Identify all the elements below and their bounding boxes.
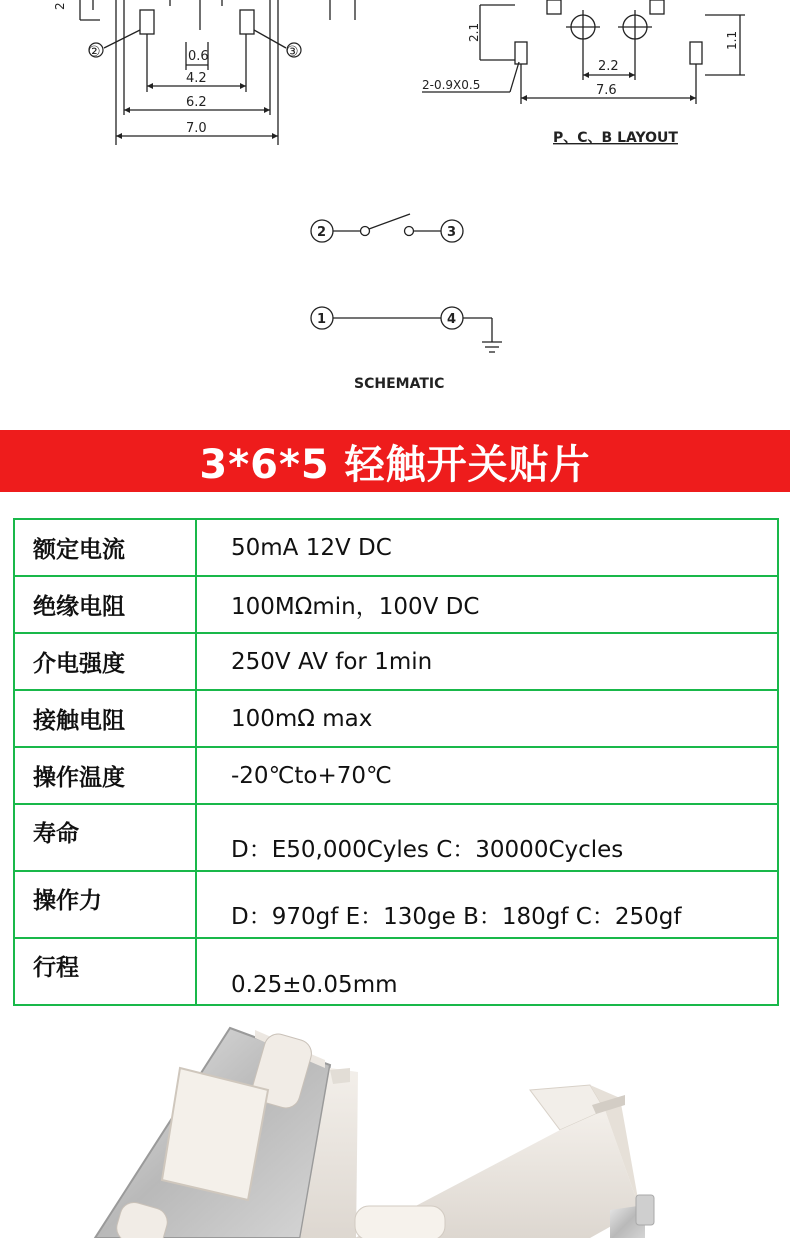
spec-value: 250V AV for 1min [196, 633, 778, 690]
spec-value: D：E50,000Cyles C：30000Cycles [196, 804, 778, 871]
table-row [14, 871, 778, 938]
dim-0-6: 0.6 [188, 49, 209, 64]
spec-value: D：970gf E：130ge B：180gf C：250gf [196, 871, 778, 938]
spec-key: 接触电阻 [14, 690, 196, 747]
table-row [14, 747, 778, 804]
pin-marker-3: ③ [286, 44, 299, 60]
table-row [14, 804, 778, 871]
schematic-pin-4: 4 [447, 312, 457, 327]
table-row [14, 938, 778, 1005]
spec-key: 额定电流 [14, 519, 196, 576]
schematic-pin-1: 1 [317, 312, 327, 327]
spec-value: 0.25±0.05mm [196, 938, 778, 1005]
table-row [14, 519, 778, 576]
dim-1-1: 1.1 [725, 30, 739, 50]
dim-6-2: 6.2 [186, 95, 207, 110]
dim-vertical-2: 2 [53, 2, 67, 10]
dim-2-2: 2.2 [598, 59, 619, 74]
spec-value: 50mA 12V DC [196, 519, 778, 576]
schematic-pin-2: 2 [317, 225, 327, 240]
product-title-banner [0, 430, 790, 492]
product-photo [0, 1010, 790, 1238]
spec-table [13, 518, 779, 1006]
dim-2-1: 2.1 [467, 22, 481, 42]
table-row [14, 576, 778, 633]
dim-7-6: 7.6 [596, 83, 617, 98]
dim-4-2: 4.2 [186, 71, 207, 86]
spec-value: 100MΩmin，100V DC [196, 576, 778, 633]
spec-key: 寿命 [14, 804, 196, 871]
spec-key: 介电强度 [14, 633, 196, 690]
spec-value: -20℃to+70℃ [196, 747, 778, 804]
dim-7-0: 7.0 [186, 121, 207, 136]
layout-title: P、C、B LAYOUT [553, 130, 678, 146]
spec-key: 操作温度 [14, 747, 196, 804]
spec-key: 操作力 [14, 871, 196, 938]
spec-key: 行程 [14, 938, 196, 1005]
pin-marker-2: ② [88, 44, 101, 60]
spec-key: 绝缘电阻 [14, 576, 196, 633]
switch-right-image [355, 1085, 654, 1238]
schematic-title: SCHEMATIC [354, 376, 445, 392]
spec-value: 100mΩ max [196, 690, 778, 747]
switch-left-image [95, 1028, 358, 1238]
table-row [14, 690, 778, 747]
technical-drawing [0, 0, 790, 420]
pad-note: 2-0.9X0.5 [422, 78, 481, 92]
schematic-pin-3: 3 [447, 225, 457, 240]
product-title: 3*6*5 轻触开关贴片 [199, 441, 591, 488]
table-row [14, 633, 778, 690]
